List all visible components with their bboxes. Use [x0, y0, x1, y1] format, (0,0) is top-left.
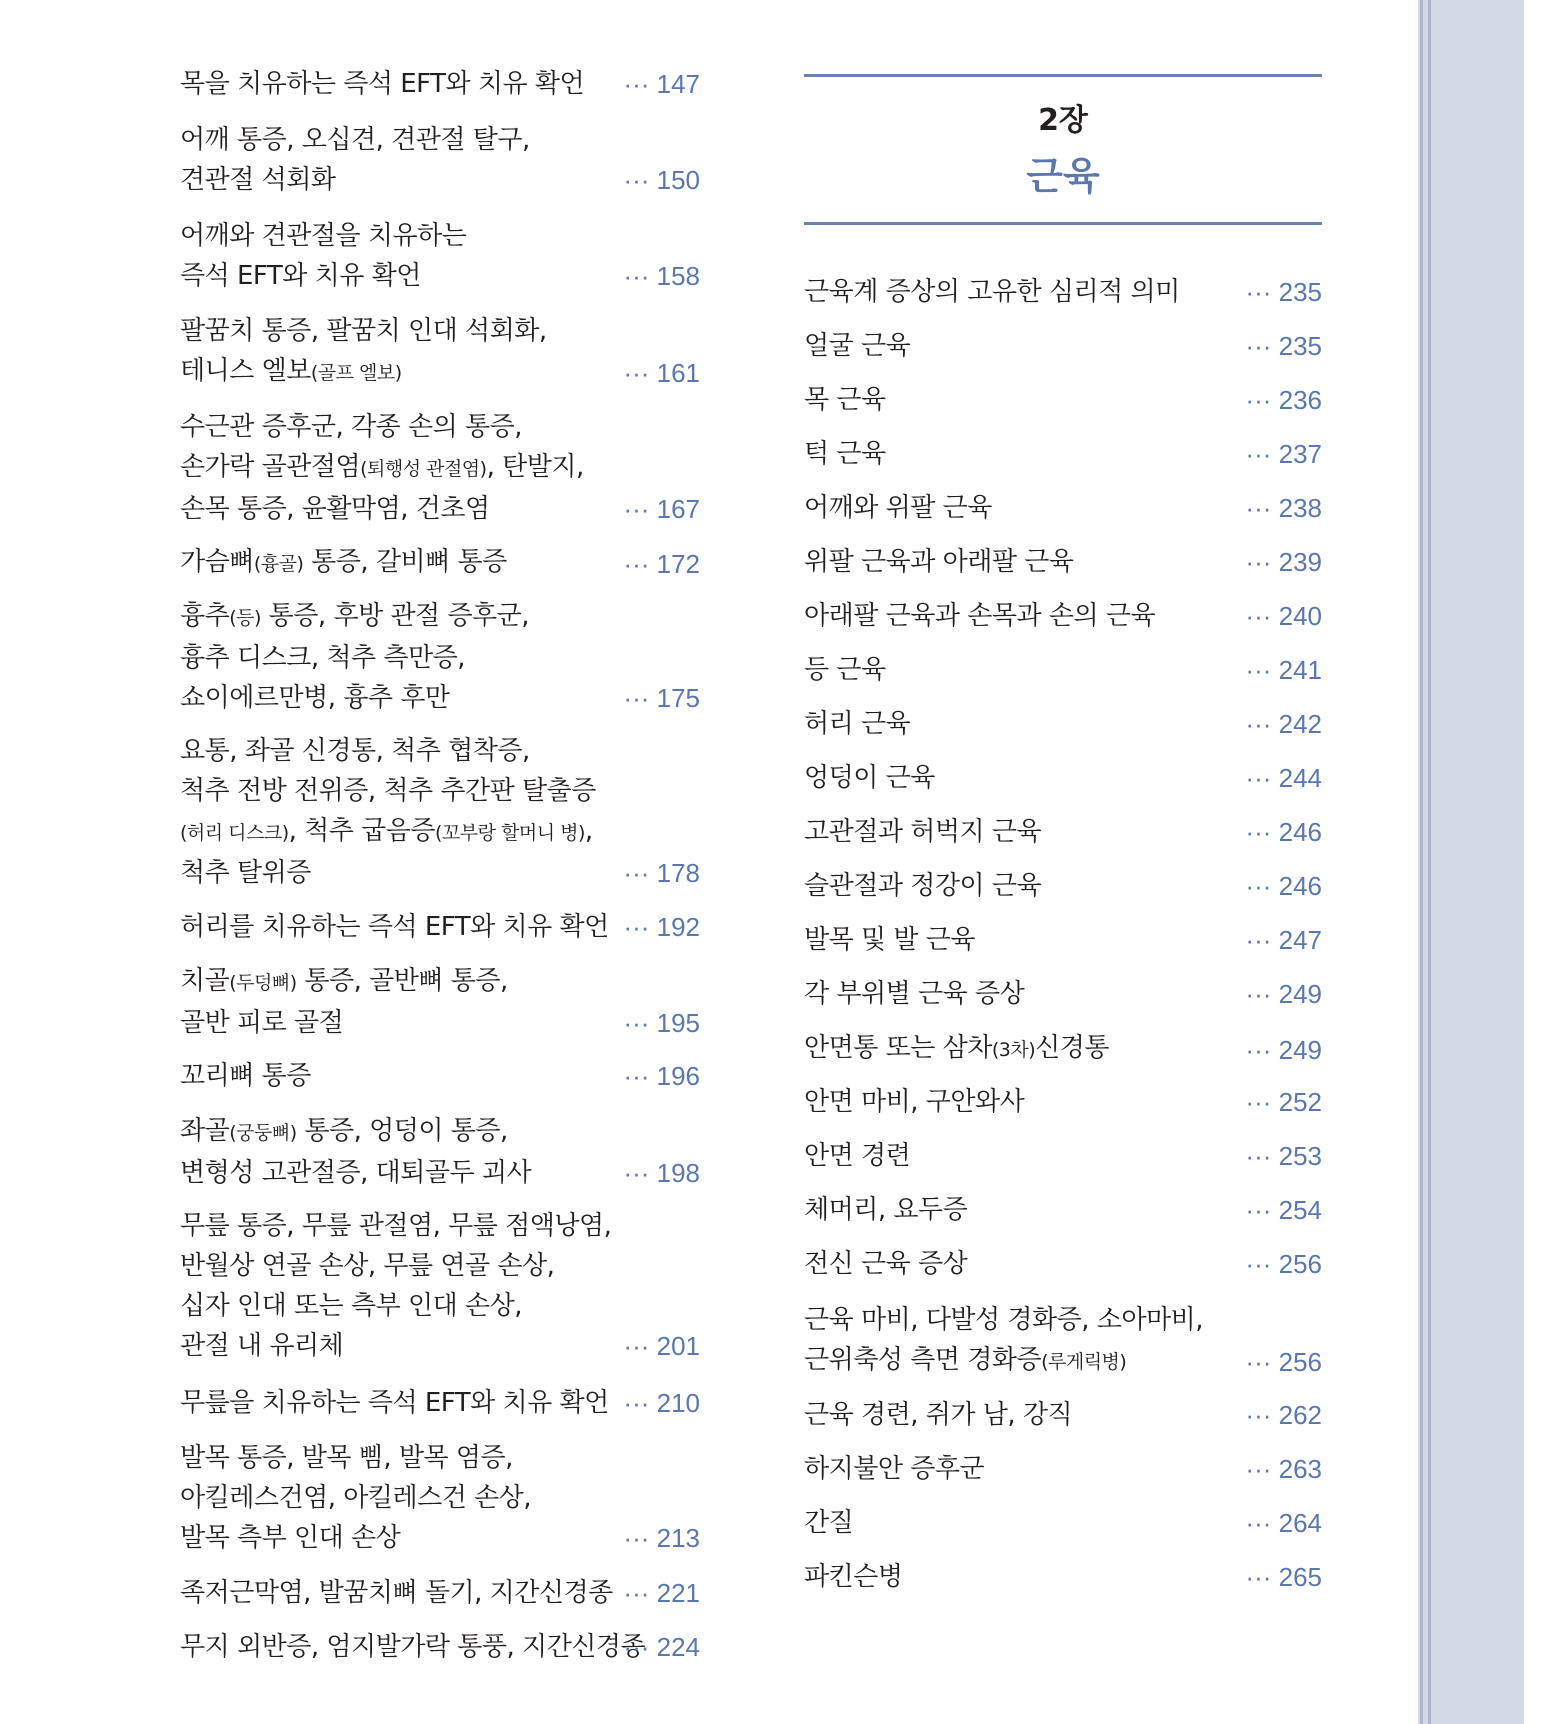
entry-title: 발목 및 발 근육: [804, 925, 975, 955]
entry-title: 고관절과 허벅지 근육: [804, 817, 1042, 847]
entry-title: 통증, 갈비뼈 통증: [303, 547, 507, 577]
toc-entry[interactable]: [180, 1206, 700, 1366]
page-number: ··· 256: [1245, 1249, 1322, 1279]
entry-title: 근육 마비, 다발성 경화증, 소아마비,: [804, 1305, 1203, 1335]
entry-title: 척추 탈위증: [180, 858, 311, 888]
page-number: ··· 254: [1245, 1195, 1322, 1225]
page-number: ··· 161: [623, 358, 700, 388]
page-number: ··· 249: [1245, 979, 1322, 1009]
entry-note: (허리 디스크): [180, 822, 289, 844]
page-number: ··· 264: [1245, 1508, 1322, 1538]
page-number: ··· 221: [623, 1578, 700, 1608]
entry-title: 슬관절과 정강이 근육: [804, 871, 1042, 901]
entry-title: 좌골: [180, 1116, 230, 1146]
page-edge-margin: [1524, 0, 1568, 1724]
entry-title: 턱 근육: [804, 439, 886, 469]
entry-title: 족저근막염, 발꿈치뼈 돌기, 지간신경종: [180, 1578, 613, 1608]
entry-title: 안면 마비, 구안와사: [804, 1087, 1025, 1117]
toc-entry[interactable]: [804, 866, 1322, 906]
page-number: ··· 158: [623, 261, 700, 291]
page-number: ··· 147: [623, 69, 700, 99]
entry-note: (궁둥뼈): [229, 1122, 297, 1144]
page-number: ··· 238: [1245, 493, 1322, 523]
page-number: ··· 167: [623, 494, 700, 524]
toc-entry[interactable]: [180, 407, 700, 529]
page-number: ··· 237: [1245, 439, 1322, 469]
toc-entry[interactable]: [180, 542, 700, 584]
page-number: ··· 239: [1245, 547, 1322, 577]
entry-note: (루게릭병): [1041, 1351, 1127, 1373]
entry-title: ,: [584, 816, 593, 846]
page-number: ··· 249: [1245, 1035, 1322, 1065]
entry-title: 안면 경련: [804, 1141, 911, 1171]
entry-title: 즉석 EFT와 치유 확언: [180, 261, 421, 291]
toc-entry[interactable]: [804, 758, 1322, 798]
toc-entry[interactable]: [804, 812, 1322, 852]
page-number: ··· 150: [623, 165, 700, 195]
toc-entry[interactable]: [180, 1627, 700, 1667]
entry-title: 통증, 후방 관절 증후군,: [260, 601, 530, 631]
page-edge-line: [1420, 0, 1423, 1724]
toc-entry[interactable]: [804, 326, 1322, 366]
entry-title: 목 근육: [804, 385, 886, 415]
entry-title: 손가락 골관절염: [180, 452, 361, 482]
entry-note: (두덩뼈): [229, 972, 297, 994]
entry-title: 어깨와 견관절을 치유하는: [180, 221, 467, 251]
toc-entry[interactable]: [180, 731, 700, 893]
toc-entry[interactable]: [804, 920, 1322, 960]
page-number: ··· 201: [623, 1331, 700, 1361]
page-edge-line: [1428, 0, 1431, 1724]
entry-note: (3차): [991, 1039, 1036, 1061]
entry-title: 흉추: [180, 601, 230, 631]
toc-entry[interactable]: [804, 974, 1322, 1014]
page-number: ··· 196: [623, 1061, 700, 1091]
toc-entry[interactable]: [180, 1438, 700, 1558]
entry-note: (꼬부랑 할머니 병): [435, 822, 585, 844]
entry-title: 아킬레스건염, 아킬레스건 손상,: [180, 1483, 532, 1513]
page-number: ··· 240: [1245, 601, 1322, 631]
entry-title: 흉추 디스크, 척추 측만증,: [180, 643, 465, 673]
toc-entry[interactable]: [804, 542, 1322, 582]
entry-title: 견관절 석회화: [180, 165, 336, 195]
entry-title: 꼬리뼈 통증: [180, 1061, 311, 1091]
toc-entry[interactable]: [180, 907, 700, 947]
entry-title: 쇼이에르만병, 흉추 후만: [180, 683, 450, 713]
page-number: ··· 235: [1245, 277, 1322, 307]
entry-title: 골반 피로 골절: [180, 1008, 344, 1038]
toc-entry[interactable]: [804, 1395, 1322, 1435]
toc-entry[interactable]: [804, 1557, 1322, 1597]
entry-title: 어깨와 위팔 근육: [804, 493, 992, 523]
entry-note: (흉골): [253, 553, 304, 575]
page-number: ··· 262: [1245, 1400, 1322, 1430]
toc-entry[interactable]: [180, 961, 700, 1043]
entry-title: 안면통 또는 삼차: [804, 1033, 992, 1063]
page-number: ··· 192: [623, 912, 700, 942]
entry-title: 변형성 고관절증, 대퇴골두 괴사: [180, 1158, 532, 1188]
entry-title: 간질: [804, 1508, 854, 1538]
entry-title: 체머리, 요두증: [804, 1195, 968, 1225]
entry-note: (퇴행성 관절염): [360, 458, 487, 480]
entry-title: 반월상 연골 손상, 무릎 연골 손상,: [180, 1251, 555, 1281]
entry-title: 무릎 통증, 무릎 관절염, 무릎 점액낭염,: [180, 1211, 612, 1241]
page-number: ··· 210: [623, 1388, 700, 1418]
entry-title: 근육계 증상의 고유한 심리적 의미: [804, 277, 1180, 307]
entry-title: 근위축성 측면 경화증: [804, 1345, 1042, 1375]
page-number: ··· 253: [1245, 1141, 1322, 1171]
chapter-number: 2장: [1038, 103, 1088, 138]
page-number: ··· 246: [1245, 817, 1322, 847]
chapter-title[interactable]: 근육: [1026, 154, 1100, 198]
toc-entry[interactable]: [180, 1573, 700, 1613]
entry-title: 십자 인대 또는 측부 인대 손상,: [180, 1291, 522, 1321]
entry-title: 요통, 좌골 신경통, 척추 협착증,: [180, 736, 530, 766]
toc-entry[interactable]: [804, 1300, 1322, 1382]
entry-title: 무릎을 치유하는 즉석 EFT와 치유 확언: [180, 1388, 609, 1418]
toc-entry[interactable]: [804, 1449, 1322, 1489]
toc-entry[interactable]: [804, 1136, 1322, 1176]
page-number: ··· 263: [1245, 1454, 1322, 1484]
toc-entry[interactable]: [180, 311, 700, 393]
toc-entry[interactable]: [180, 216, 700, 296]
entry-title: , 탄발지,: [486, 452, 584, 482]
page-number: ··· 244: [1245, 763, 1322, 793]
page-number: ··· 252: [1245, 1087, 1322, 1117]
entry-title: 아래팔 근육과 손목과 손의 근육: [804, 601, 1156, 631]
entry-title: 테니스 엘보: [180, 356, 311, 386]
entry-title: 수근관 증후군, 각종 손의 통증,: [180, 412, 522, 442]
chapter-rule-bottom: [804, 222, 1322, 225]
chapter-rule-top: [804, 74, 1322, 77]
toc-entry[interactable]: [180, 1383, 700, 1423]
page-number: ··· 213: [623, 1523, 700, 1553]
entry-title: 발목 측부 인대 손상: [180, 1523, 401, 1553]
entry-title: 목을 치유하는 즉석 EFT와 치유 확언: [180, 69, 585, 99]
page-number: ··· 256: [1245, 1347, 1322, 1377]
page-number: ··· 235: [1245, 331, 1322, 361]
entry-title: 팔꿈치 통증, 팔꿈치 인대 석회화,: [180, 316, 547, 346]
toc-entry[interactable]: [804, 1190, 1322, 1230]
toc-entry[interactable]: [804, 488, 1322, 528]
entry-title: 전신 근육 증상: [804, 1249, 968, 1279]
toc-entry[interactable]: [804, 380, 1322, 420]
toc-entry[interactable]: [804, 650, 1322, 690]
entry-title: 근육 경련, 쥐가 남, 강직: [804, 1400, 1073, 1430]
page-number: ··· 172: [623, 549, 700, 579]
entry-title: 등 근육: [804, 655, 886, 685]
toc-entry[interactable]: [804, 1244, 1322, 1284]
entry-title: 허리 근육: [804, 709, 911, 739]
entry-note: (등): [229, 607, 261, 629]
toc-entry[interactable]: [180, 1056, 700, 1096]
entry-title: 무지 외반증, 엄지발가락 통풍, 지간신경종: [180, 1632, 646, 1662]
page-number: ··· 178: [623, 858, 700, 888]
toc-entry[interactable]: [180, 64, 700, 104]
entry-title: 가슴뼈: [180, 547, 254, 577]
toc-entry[interactable]: [180, 1111, 700, 1193]
toc-entry[interactable]: [804, 1503, 1322, 1543]
entry-title: 파킨슨병: [804, 1562, 903, 1592]
entry-title: 허리를 치유하는 즉석 EFT와 치유 확언: [180, 912, 609, 942]
page-number: ··· 236: [1245, 385, 1322, 415]
page-number: ··· 242: [1245, 709, 1322, 739]
entry-title: 척추 전방 전위증, 척추 추간판 탈출증: [180, 776, 596, 806]
page-number: ··· 195: [623, 1008, 700, 1038]
page-number: ··· 198: [623, 1158, 700, 1188]
entry-title: 신경통: [1035, 1033, 1109, 1063]
entry-note: (골프 엘보): [310, 362, 402, 384]
entry-title: 하지불안 증후군: [804, 1454, 985, 1484]
entry-title: , 척추 굽음증: [288, 816, 436, 846]
entry-title: 손목 통증, 윤활막염, 건초염: [180, 494, 490, 524]
page-number: ··· 241: [1245, 655, 1322, 685]
entry-title: 엉덩이 근육: [804, 763, 935, 793]
entry-title: 각 부위별 근육 증상: [804, 979, 1025, 1009]
page-number: ··· 246: [1245, 871, 1322, 901]
entry-title: 위팔 근육과 아래팔 근육: [804, 547, 1074, 577]
toc-entry[interactable]: [804, 434, 1322, 474]
entry-title: 발목 통증, 발목 삠, 발목 염증,: [180, 1443, 513, 1473]
entry-title: 통증, 골반뼈 통증,: [296, 966, 508, 996]
toc-entry[interactable]: [804, 704, 1322, 744]
toc-entry[interactable]: [180, 120, 700, 200]
toc-entry[interactable]: [804, 272, 1322, 312]
entry-title: 통증, 엉덩이 통증,: [296, 1116, 508, 1146]
entry-title: 관절 내 유리체: [180, 1331, 344, 1361]
entry-title: 치골: [180, 966, 230, 996]
toc-entry[interactable]: [804, 1082, 1322, 1122]
page-number: ··· 265: [1245, 1562, 1322, 1592]
toc-entry[interactable]: [804, 1028, 1322, 1070]
entry-title: 어깨 통증, 오십견, 견관절 탈구,: [180, 125, 530, 155]
entry-title: 얼굴 근육: [804, 331, 911, 361]
page-number: ··· 247: [1245, 925, 1322, 955]
toc-entry[interactable]: [180, 596, 700, 718]
toc-entry[interactable]: [804, 596, 1322, 636]
page-number: ··· 224: [623, 1632, 700, 1662]
page-number: ··· 175: [623, 683, 700, 713]
